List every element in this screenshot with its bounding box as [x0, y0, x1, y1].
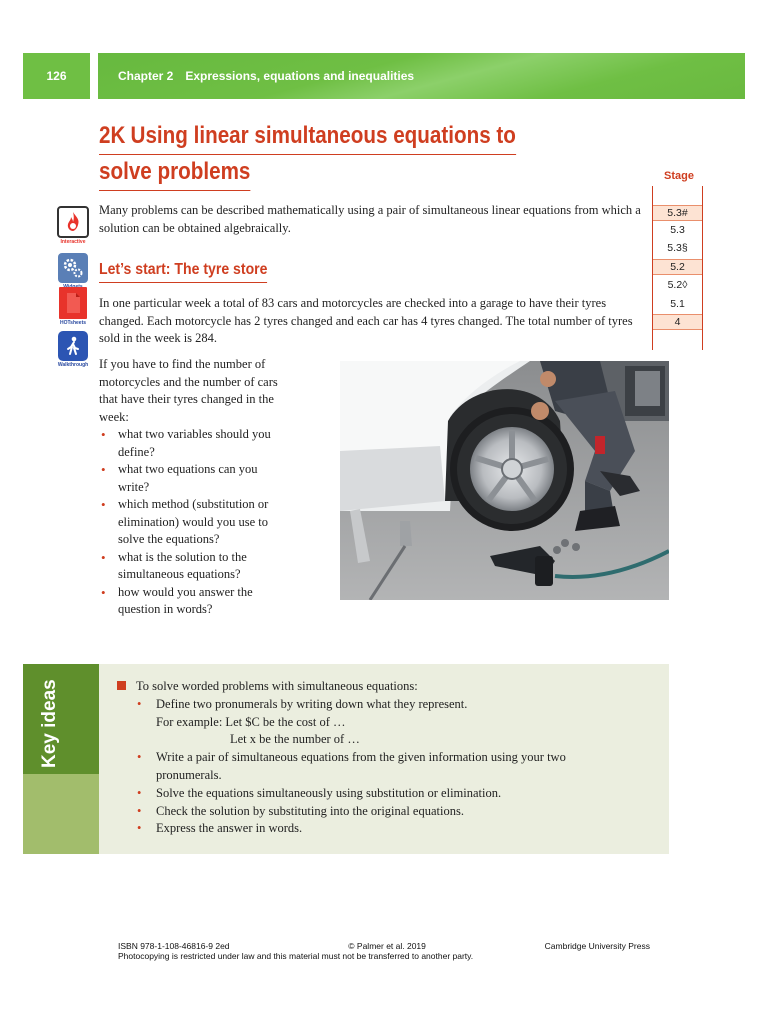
key-idea-example-2: Let x be the number of …: [230, 732, 360, 747]
footer-publisher: Cambridge University Press: [544, 941, 650, 951]
interactive-caption: Interactive: [60, 239, 86, 245]
section-title-2: [99, 158, 275, 191]
key-idea-item: • Solve the equations simultaneously using substitution or elimination.: [137, 785, 502, 800]
key-idea-item-text: Define two pronumerals by writing down what they represent.: [156, 696, 468, 711]
footer-copyright: © Palmer et al. 2019: [348, 941, 426, 951]
chapter-label: Chapter 2: [118, 69, 174, 83]
widgets-link[interactable]: [56, 253, 90, 290]
key-idea-item: • Define two pronumerals by writing down what they represent.: [137, 696, 468, 711]
stage-row: 5.2◊: [667, 279, 688, 291]
key-idea-item: • Write a pair of simultaneous equations from the given information using your two: [137, 750, 566, 765]
footer-isbn: ISBN 978-1-108-46816-9 2ed: [118, 941, 230, 951]
key-idea-item-text: Express the answer in words.: [156, 821, 303, 836]
hotsheets-caption: HOTsheets: [59, 320, 87, 326]
walkthrough-icon: [58, 331, 88, 361]
section-title-line2: solve problems: [99, 158, 250, 191]
walkthrough-caption: Walkthrough: [57, 362, 89, 368]
hotsheets-icon: [59, 287, 87, 319]
chapter-title: Expressions, equations and inequalities: [185, 69, 415, 83]
stage-table: [652, 186, 703, 350]
key-ideas-content: [117, 678, 637, 838]
chapter-header: [98, 53, 745, 99]
key-ideas-label: Key ideas: [39, 679, 60, 768]
list-item: • how would you answer the question in words?: [99, 584, 289, 619]
lets-start-heading-wrap: [99, 261, 290, 283]
key-idea-item: • Check the solution by substituting into the original equations.: [137, 803, 464, 818]
widgets-icon: [58, 253, 88, 283]
interactive-icon: [57, 206, 89, 238]
section-title: [99, 122, 584, 155]
key-ideas-side-top: [23, 664, 99, 774]
key-idea-item-text: Write a pair of simultaneous equations from the given information using your two: [156, 750, 566, 765]
lets-start-heading: Let’s start: The tyre store: [99, 261, 267, 283]
list-item: • which method (substitution or elimination) would you use to solve the equations?: [99, 496, 289, 549]
hotsheets-link[interactable]: [56, 287, 90, 326]
walkthrough-link[interactable]: [56, 331, 90, 368]
list-item: • what is the solution to the simultaneous equations?: [99, 549, 289, 584]
question-list: [99, 426, 289, 619]
key-idea-main: [117, 678, 637, 696]
page-number: 126: [23, 53, 90, 99]
footer-notice: Photocopying is restricted under law and this material must not be transferred to another party.: [118, 951, 474, 961]
stage-row: 4: [653, 314, 702, 330]
key-idea-item-text: Solve the equations simultaneously using substitution or elimination.: [156, 785, 502, 800]
stage-label: Stage: [664, 170, 694, 182]
question-block: [99, 356, 289, 619]
key-idea-item-text: Check the solution by substituting into the original equations.: [156, 803, 464, 818]
stage-row: 5.3#: [653, 205, 702, 221]
lets-start-paragraph: In one particular week a total of 83 cars and motorcycles are checked into a garage to have their tyres changed. Each motorcycle has 2 tyres changed and each car has 4 tyres changed. The total number of tyres sold in the week is 284.: [99, 296, 633, 345]
key-idea-item: • Express the answer in words.: [137, 821, 303, 836]
key-idea-example-1: For example: Let $C be the cost of …: [156, 714, 346, 729]
stage-row: 5.2: [653, 259, 702, 275]
stage-row: 5.3§: [667, 242, 688, 254]
section-title-line1: Using linear simultaneous equations to: [130, 122, 516, 149]
page-footer: [118, 941, 650, 961]
key-idea-item-cont: pronumerals.: [156, 767, 222, 782]
interactive-link[interactable]: [56, 206, 90, 245]
intro-paragraph: Many problems can be described mathematically using a pair of simultaneous linear equations from which a solution can be obtained algebraically.: [99, 203, 641, 235]
section-code: 2K: [99, 122, 126, 149]
key-idea-main-text: To solve worded problems with simultaneous equations:: [136, 679, 418, 693]
list-item: • what two equations can you write?: [99, 461, 289, 496]
tyre-change-photo: [340, 361, 669, 600]
list-item: • what two variables should you define?: [99, 426, 289, 461]
stage-row: 5.3: [670, 224, 685, 236]
red-square-bullet: [117, 681, 126, 690]
stage-row: 5.1: [670, 298, 685, 310]
question-lead: If you have to find the number of motorcycles and the number of cars that have their tyres changed in the week:: [99, 357, 278, 424]
